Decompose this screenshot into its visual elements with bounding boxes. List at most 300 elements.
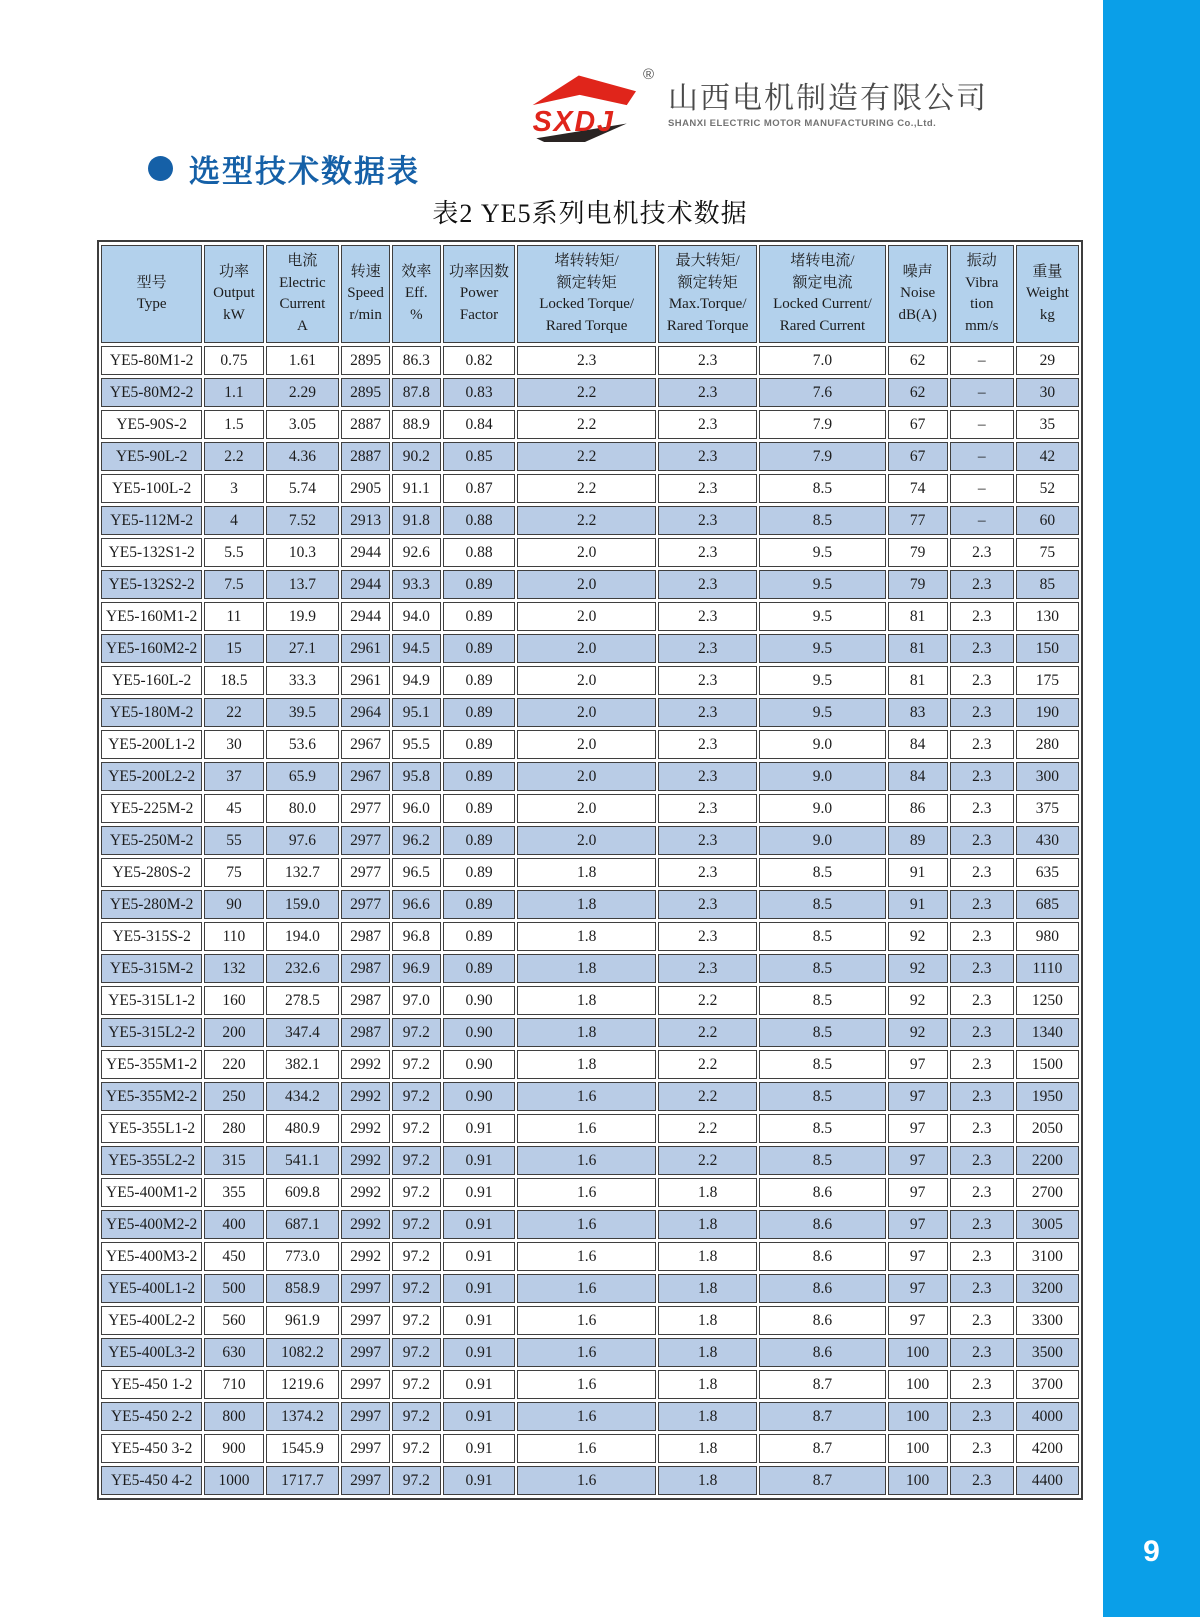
table-cell: 22 [204, 698, 263, 727]
table-cell: 4.36 [266, 442, 340, 471]
table-row [101, 890, 1079, 919]
table-cell: 2992 [341, 1146, 390, 1175]
table-cell: 97 [888, 1082, 948, 1111]
company-name-en: SHANXI ELECTRIC MOTOR MANUFACTURING Co.,Ltd. [668, 118, 937, 130]
table-cell: 1.6 [517, 1434, 656, 1463]
table-cell: 150 [1016, 634, 1079, 663]
table-cell: 7.0 [759, 346, 885, 375]
company-names [668, 83, 988, 130]
table-cell: 1.6 [517, 1082, 656, 1111]
table-cell: 97.2 [392, 1242, 441, 1271]
table-row [101, 1274, 1079, 1303]
table-row [101, 570, 1079, 599]
table-cell: 9.0 [759, 730, 885, 759]
table-cell: 100 [888, 1434, 948, 1463]
table-cell: 2.3 [950, 1242, 1014, 1271]
table-cell: 85 [1016, 570, 1079, 599]
table-cell: 83 [888, 698, 948, 727]
table-cell: 97 [888, 1146, 948, 1175]
table-cell: YE5-400M3-2 [101, 1242, 202, 1271]
table-cell: 450 [204, 1242, 263, 1271]
table-cell: 2.3 [950, 634, 1014, 663]
table-cell: 97.2 [392, 1274, 441, 1303]
table-cell: YE5-80M1-2 [101, 346, 202, 375]
table-cell: 1.8 [658, 1178, 757, 1207]
table-cell: 1.6 [517, 1370, 656, 1399]
table-cell: 29 [1016, 346, 1079, 375]
table-cell: 0.91 [443, 1178, 516, 1207]
table-cell: YE5-80M2-2 [101, 378, 202, 407]
table-cell: 0.88 [443, 538, 516, 567]
table-row [101, 698, 1079, 727]
table-cell: 2.0 [517, 634, 656, 663]
table-cell: 3 [204, 474, 263, 503]
table-cell: 97.2 [392, 1338, 441, 1367]
table-cell: 2.3 [950, 538, 1014, 567]
table-cell: 2992 [341, 1114, 390, 1143]
table-cell: 2200 [1016, 1146, 1079, 1175]
table-caption: 表2 YE5系列电机技术数据 [432, 199, 748, 228]
table-cell: 100 [888, 1466, 948, 1495]
table-cell: 190 [1016, 698, 1079, 727]
table-cell: 8.6 [759, 1178, 885, 1207]
table-cell: 0.91 [443, 1338, 516, 1367]
table-cell: 95.5 [392, 730, 441, 759]
table-cell: 2.3 [658, 858, 757, 887]
sidebar-color-bar [1103, 0, 1200, 1617]
table-cell: 86.3 [392, 346, 441, 375]
table-cell: 0.91 [443, 1306, 516, 1335]
table-cell: 2.0 [517, 602, 656, 631]
table-cell: 0.89 [443, 762, 516, 791]
table-cell: 8.5 [759, 506, 885, 535]
table-cell: – [950, 346, 1014, 375]
table-cell: 88.9 [392, 410, 441, 439]
table-cell: 97.2 [392, 1018, 441, 1047]
table-cell: 3500 [1016, 1338, 1079, 1367]
table-cell: 2992 [341, 1178, 390, 1207]
table-cell: 9.5 [759, 666, 885, 695]
table-cell: 2.2 [517, 442, 656, 471]
table-cell: 2987 [341, 954, 390, 983]
table-cell: 2.3 [658, 442, 757, 471]
table-cell: 8.5 [759, 890, 885, 919]
table-cell: 132 [204, 954, 263, 983]
table-cell: 400 [204, 1210, 263, 1239]
table-cell: 91.8 [392, 506, 441, 535]
table-cell: 8.5 [759, 858, 885, 887]
company-logo [524, 66, 988, 142]
table-cell: 2.3 [950, 1050, 1014, 1079]
table-cell: 0.89 [443, 698, 516, 727]
table-row [101, 1306, 1079, 1335]
table-cell: 2.3 [658, 378, 757, 407]
table-cell: 7.52 [266, 506, 340, 535]
table-cell: 0.91 [443, 1370, 516, 1399]
table-row [101, 1114, 1079, 1143]
table-cell: 1.8 [658, 1274, 757, 1303]
table-cell: YE5-400L2-2 [101, 1306, 202, 1335]
table-cell: 2.3 [950, 1306, 1014, 1335]
table-cell: 2.3 [950, 1178, 1014, 1207]
table-cell: 1500 [1016, 1050, 1079, 1079]
table-cell: 39.5 [266, 698, 340, 727]
table-cell: 2.2 [517, 506, 656, 535]
table-cell: 75 [1016, 538, 1079, 567]
table-cell: 2887 [341, 410, 390, 439]
table-cell: 1.6 [517, 1306, 656, 1335]
table-cell: YE5-450 1-2 [101, 1370, 202, 1399]
table-cell: 609.8 [266, 1178, 340, 1207]
table-cell: 2977 [341, 826, 390, 855]
table-cell: 2700 [1016, 1178, 1079, 1207]
table-row [101, 954, 1079, 983]
table-cell: 55 [204, 826, 263, 855]
table-cell: 2.0 [517, 730, 656, 759]
table-cell: YE5-315S-2 [101, 922, 202, 951]
table-cell: 8.5 [759, 922, 885, 951]
table-row [101, 442, 1079, 471]
table-cell: 2.2 [658, 1018, 757, 1047]
table-row [101, 602, 1079, 631]
table-cell: 27.1 [266, 634, 340, 663]
table-cell: 96.6 [392, 890, 441, 919]
spec-table-head [101, 245, 1079, 343]
column-header: 重量 Weight kg [1016, 245, 1079, 343]
table-cell: YE5-355M2-2 [101, 1082, 202, 1111]
table-cell: 0.91 [443, 1242, 516, 1271]
table-cell: 100 [888, 1338, 948, 1367]
table-cell: YE5-112M-2 [101, 506, 202, 535]
table-cell: 8.5 [759, 474, 885, 503]
table-cell: 1.5 [204, 410, 263, 439]
table-cell: 4000 [1016, 1402, 1079, 1431]
table-cell: 1.6 [517, 1146, 656, 1175]
table-cell: 2.3 [658, 410, 757, 439]
table-cell: 30 [1016, 378, 1079, 407]
table-cell: 79 [888, 538, 948, 567]
table-cell: YE5-400L1-2 [101, 1274, 202, 1303]
table-cell: 42 [1016, 442, 1079, 471]
table-cell: 0.90 [443, 1082, 516, 1111]
table-cell: 84 [888, 730, 948, 759]
table-cell: 1.8 [658, 1338, 757, 1367]
table-row [101, 1082, 1079, 1111]
table-cell: 2997 [341, 1306, 390, 1335]
table-cell: 8.6 [759, 1338, 885, 1367]
column-header: 堵转电流/ 额定电流 Locked Current/ Rared Current [759, 245, 885, 343]
table-cell: 97.2 [392, 1082, 441, 1111]
table-cell: YE5-355M1-2 [101, 1050, 202, 1079]
table-cell: 2.3 [950, 666, 1014, 695]
table-cell: 110 [204, 922, 263, 951]
table-cell: 8.5 [759, 1146, 885, 1175]
table-cell: YE5-132S1-2 [101, 538, 202, 567]
table-row [101, 1210, 1079, 1239]
table-cell: 8.7 [759, 1370, 885, 1399]
table-cell: 635 [1016, 858, 1079, 887]
table-cell: 87.8 [392, 378, 441, 407]
table-row [101, 1242, 1079, 1271]
table-cell: 2992 [341, 1242, 390, 1271]
table-cell: 1.6 [517, 1274, 656, 1303]
table-cell: 8.6 [759, 1274, 885, 1303]
table-cell: 2.3 [950, 1210, 1014, 1239]
page-number: 9 [1143, 1535, 1160, 1568]
section-heading-text: 选型技术数据表 [189, 154, 420, 189]
table-cell: 19.9 [266, 602, 340, 631]
table-cell: 97.2 [392, 1402, 441, 1431]
table-cell: 37 [204, 762, 263, 791]
column-header: 噪声 Noise dB(A) [888, 245, 948, 343]
table-cell: 1.8 [658, 1434, 757, 1463]
table-cell: 2.2 [517, 378, 656, 407]
table-cell: YE5-250M-2 [101, 826, 202, 855]
table-cell: 2.3 [658, 794, 757, 823]
table-cell: 2977 [341, 858, 390, 887]
table-cell: 160 [204, 986, 263, 1015]
table-cell: 2.3 [950, 1082, 1014, 1111]
table-cell: 8.6 [759, 1306, 885, 1335]
table-cell: YE5-160M2-2 [101, 634, 202, 663]
table-cell: 96.5 [392, 858, 441, 887]
table-cell: 8.5 [759, 1082, 885, 1111]
table-cell: YE5-180M-2 [101, 698, 202, 727]
table-cell: 1.6 [517, 1178, 656, 1207]
table-cell: 2.3 [658, 346, 757, 375]
table-cell: 2.3 [658, 634, 757, 663]
sxdj-logo-icon [524, 66, 654, 142]
table-cell: 687.1 [266, 1210, 340, 1239]
table-cell: 2.3 [950, 986, 1014, 1015]
table-cell: 2997 [341, 1402, 390, 1431]
table-cell: 92 [888, 986, 948, 1015]
table-cell: 9.5 [759, 570, 885, 599]
table-cell: 97.2 [392, 1114, 441, 1143]
table-cell: 7.9 [759, 410, 885, 439]
table-cell: YE5-315L2-2 [101, 1018, 202, 1047]
table-cell: 278.5 [266, 986, 340, 1015]
table-cell: 1.1 [204, 378, 263, 407]
table-cell: 1.8 [517, 922, 656, 951]
column-header: 效率 Eff. % [392, 245, 441, 343]
table-cell: 194.0 [266, 922, 340, 951]
table-cell: 8.5 [759, 954, 885, 983]
table-cell: YE5-132S2-2 [101, 570, 202, 599]
table-row [101, 1146, 1079, 1175]
table-cell: 80.0 [266, 794, 340, 823]
table-cell: 1.6 [517, 1338, 656, 1367]
table-cell: 1374.2 [266, 1402, 340, 1431]
table-cell: 2.2 [658, 1114, 757, 1143]
table-cell: YE5-160M1-2 [101, 602, 202, 631]
table-cell: 2.3 [658, 666, 757, 695]
table-cell: YE5-200L1-2 [101, 730, 202, 759]
table-cell: 5.74 [266, 474, 340, 503]
table-cell: 0.89 [443, 730, 516, 759]
table-cell: 2.3 [517, 346, 656, 375]
table-cell: 3700 [1016, 1370, 1079, 1399]
table-cell: 0.89 [443, 570, 516, 599]
table-cell: 2.2 [517, 474, 656, 503]
table-row [101, 1018, 1079, 1047]
table-cell: YE5-200L2-2 [101, 762, 202, 791]
table-cell: 91.1 [392, 474, 441, 503]
table-row [101, 538, 1079, 567]
table-cell: 9.5 [759, 538, 885, 567]
table-cell: 7.5 [204, 570, 263, 599]
table-cell: 2.3 [658, 826, 757, 855]
spec-table-wrap [97, 240, 1083, 1500]
table-cell: 97.2 [392, 1370, 441, 1399]
table-cell: 5.5 [204, 538, 263, 567]
table-row [101, 378, 1079, 407]
table-row [101, 1434, 1079, 1463]
table-cell: 7.6 [759, 378, 885, 407]
table-cell: 132.7 [266, 858, 340, 887]
table-cell: 2.3 [658, 698, 757, 727]
table-cell: 2.2 [658, 1050, 757, 1079]
table-cell: 2905 [341, 474, 390, 503]
table-cell: 79 [888, 570, 948, 599]
table-cell: 2992 [341, 1050, 390, 1079]
table-cell: 8.5 [759, 1114, 885, 1143]
table-cell: 1.8 [658, 1402, 757, 1431]
table-row [101, 1050, 1079, 1079]
table-cell: 8.5 [759, 986, 885, 1015]
table-cell: 52 [1016, 474, 1079, 503]
table-cell: 280 [204, 1114, 263, 1143]
table-cell: 0.90 [443, 1050, 516, 1079]
table-cell: 94.5 [392, 634, 441, 663]
table-cell: 250 [204, 1082, 263, 1111]
table-cell: 2.2 [658, 986, 757, 1015]
table-cell: 2.3 [658, 474, 757, 503]
table-cell: YE5-355L1-2 [101, 1114, 202, 1143]
table-cell: 30 [204, 730, 263, 759]
table-cell: 97 [888, 1274, 948, 1303]
column-header: 转速 Speed r/min [341, 245, 390, 343]
table-cell: 2.3 [658, 506, 757, 535]
table-cell: 0.91 [443, 1434, 516, 1463]
table-cell: 2.3 [950, 570, 1014, 599]
table-cell: 3300 [1016, 1306, 1079, 1335]
table-cell: YE5-355L2-2 [101, 1146, 202, 1175]
table-cell: 2.3 [658, 602, 757, 631]
table-cell: 81 [888, 602, 948, 631]
table-cell: 2.0 [517, 698, 656, 727]
table-cell: 2.3 [950, 1370, 1014, 1399]
table-cell: 0.91 [443, 1146, 516, 1175]
table-cell: 232.6 [266, 954, 340, 983]
table-cell: 4 [204, 506, 263, 535]
table-cell: 95.8 [392, 762, 441, 791]
table-cell: 300 [1016, 762, 1079, 791]
table-cell: 3.05 [266, 410, 340, 439]
table-cell: 2.3 [658, 762, 757, 791]
table-cell: YE5-450 2-2 [101, 1402, 202, 1431]
table-cell: 95.1 [392, 698, 441, 727]
table-cell: 2.29 [266, 378, 340, 407]
table-cell: 2.3 [658, 730, 757, 759]
table-cell: 97.6 [266, 826, 340, 855]
table-cell: 93.3 [392, 570, 441, 599]
table-cell: 2.3 [950, 1274, 1014, 1303]
table-row [101, 1466, 1079, 1495]
table-cell: 89 [888, 826, 948, 855]
table-cell: 0.90 [443, 986, 516, 1015]
table-cell: 200 [204, 1018, 263, 1047]
table-cell: 541.1 [266, 1146, 340, 1175]
table-cell: 92 [888, 954, 948, 983]
table-cell: 2.3 [658, 538, 757, 567]
sxdj-logo-graphic [524, 70, 652, 142]
table-cell: 2987 [341, 1018, 390, 1047]
header-row [101, 245, 1079, 343]
table-cell: 62 [888, 378, 948, 407]
table-cell: 347.4 [266, 1018, 340, 1047]
table-cell: 91 [888, 858, 948, 887]
table-cell: 1.6 [517, 1402, 656, 1431]
table-cell: 2050 [1016, 1114, 1079, 1143]
table-cell: 10.3 [266, 538, 340, 567]
table-cell: 2.2 [517, 410, 656, 439]
table-cell: 81 [888, 634, 948, 663]
table-cell: 0.91 [443, 1402, 516, 1431]
table-row [101, 1402, 1079, 1431]
table-cell: 2964 [341, 698, 390, 727]
bullet-icon [148, 156, 173, 181]
table-cell: 2.3 [950, 762, 1014, 791]
table-cell: 9.0 [759, 826, 885, 855]
table-row [101, 826, 1079, 855]
table-cell: 2997 [341, 1466, 390, 1495]
table-cell: 92 [888, 922, 948, 951]
table-cell: 2.3 [950, 954, 1014, 983]
table-cell: 2.3 [950, 698, 1014, 727]
table-row [101, 506, 1079, 535]
table-cell: 1.6 [517, 1466, 656, 1495]
table-cell: 1.61 [266, 346, 340, 375]
table-cell: 2992 [341, 1210, 390, 1239]
table-cell: 8.5 [759, 1018, 885, 1047]
column-header: 最大转矩/ 额定转矩 Max.Torque/ Rared Torque [658, 245, 757, 343]
table-row [101, 634, 1079, 663]
table-row [101, 858, 1079, 887]
table-cell: 1.6 [517, 1210, 656, 1239]
table-cell: YE5-90L-2 [101, 442, 202, 471]
table-cell: 2.3 [950, 922, 1014, 951]
table-cell: 315 [204, 1146, 263, 1175]
table-cell: 8.7 [759, 1466, 885, 1495]
table-cell: 96.8 [392, 922, 441, 951]
table-cell: 2.0 [517, 762, 656, 791]
table-cell: 2987 [341, 922, 390, 951]
table-cell: 0.82 [443, 346, 516, 375]
table-row [101, 794, 1079, 823]
table-cell: 2967 [341, 762, 390, 791]
table-cell: 2997 [341, 1338, 390, 1367]
table-cell: 2944 [341, 570, 390, 599]
table-cell: 33.3 [266, 666, 340, 695]
table-row [101, 1370, 1079, 1399]
table-cell: 0.89 [443, 826, 516, 855]
table-cell: 1.8 [517, 954, 656, 983]
table-cell: 2.3 [950, 730, 1014, 759]
table-cell: 2.3 [950, 858, 1014, 887]
table-cell: – [950, 506, 1014, 535]
table-row [101, 474, 1079, 503]
